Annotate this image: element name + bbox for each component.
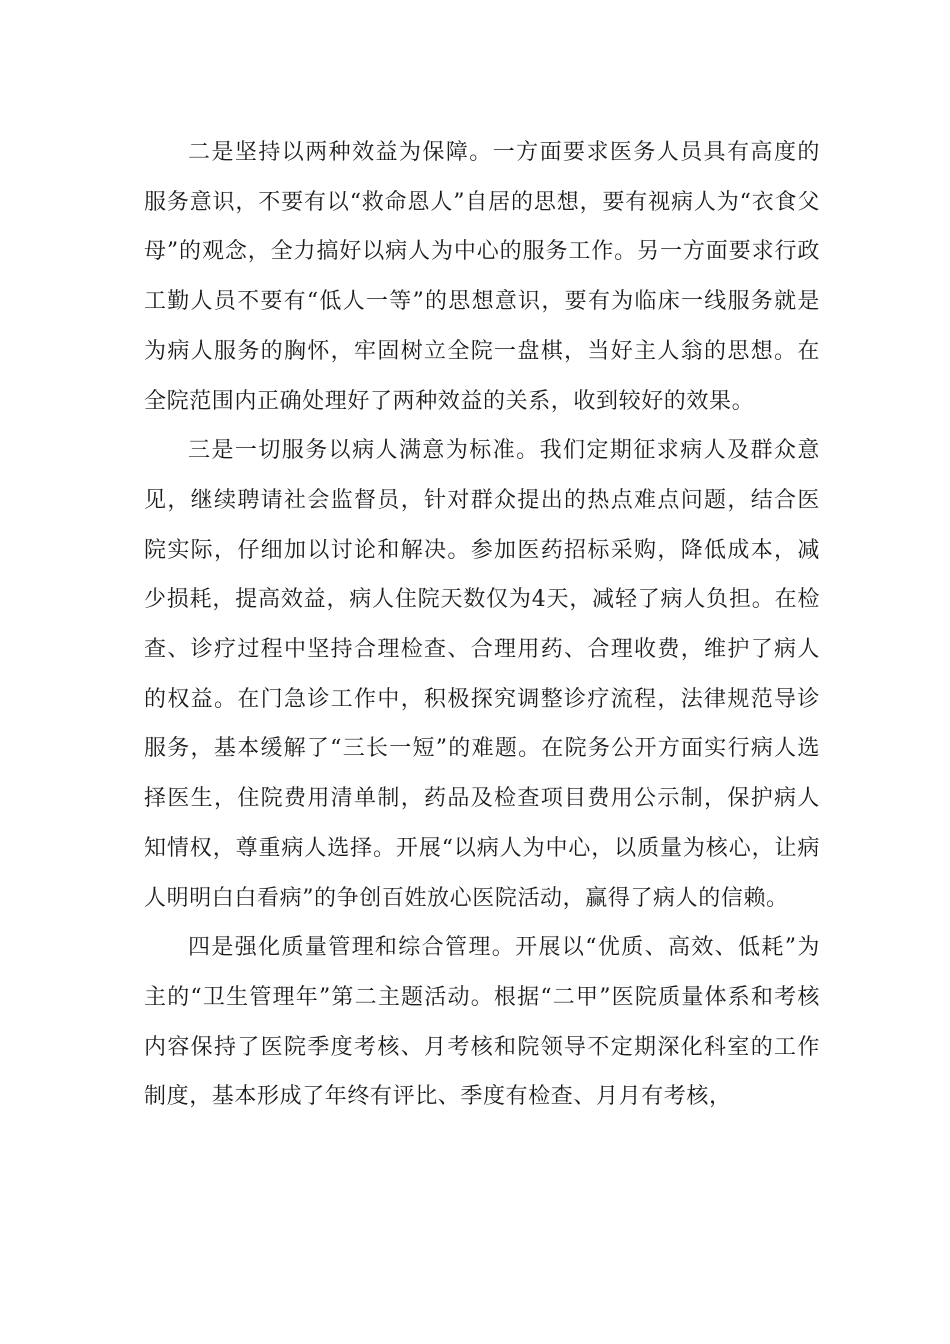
- document-body: [144, 128, 820, 1122]
- paragraph-two-benefits: 二是坚持以两种效益为保障。一方面要求医务人员具有高度的服务意识，不要有以“救命恩人”自居的思想，要有视病人为“衣食父母”的观念，全力搞好以病人为中心的服务工作。另一方面要求行政工勤人员不要有“低人一等”的思想意识，要有为临床一线服务就是为病人服务的胸怀，牢固树立全院一盘棋，当好主人翁的思想。在全院范围内正确处理好了两种效益的关系，收到较好的效果。: [144, 140, 820, 414]
- paragraph-patient-satisfaction: 三是一切服务以病人满意为标准。我们定期征求病人及群众意见，继续聘请社会监督员，针对群众提出的热点难点问题，结合医院实际，仔细加以讨论和解决。参加医药招标采购，降低成本，减少损耗，提高效益，病人住院天数仅为4天，减轻了病人负担。在检查、诊疗过程中坚持合理检查、合理用药、合理收费，维护了病人的权益。在门急诊工作中，积极探究调整诊疗流程，法律规范导诊服务，基本缓解了“三长一短”的难题。在院务公开方面实行病人选择医生，住院费用清单制，药品及检查项目费用公示制，保护病人知情权，尊重病人选择。开展“以病人为中心，以质量为核心，让病人明明白白看病”的争创百姓放心医院活动，赢得了病人的信赖。: [144, 438, 820, 911]
- paragraph-quality-management: 四是强化质量管理和综合管理。开展以“优质、高效、低耗”为主的“卫生管理年”第二主题活动。根据“二甲”医院质量体系和考核内容保持了医院季度考核、月考核和院领导不定期深化科室的工作制度，基本形成了年终有评比、季度有检查、月月有考核，: [144, 935, 820, 1110]
